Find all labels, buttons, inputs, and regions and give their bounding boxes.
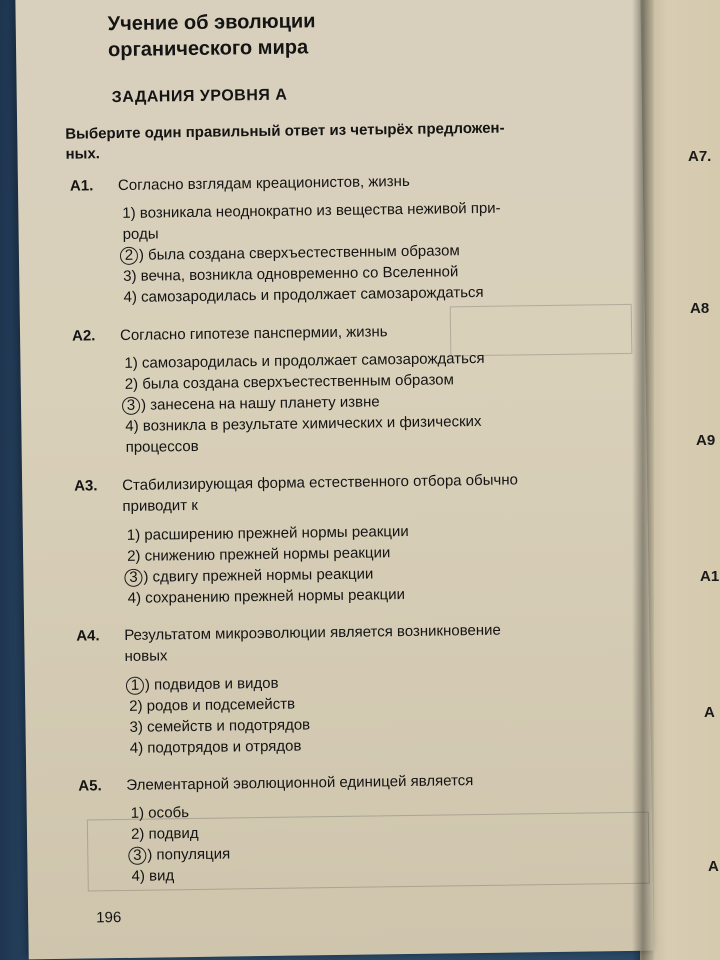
question-text: Согласно взглядам креационистов, жизнь bbox=[117, 172, 410, 194]
chapter-title-line1: Учение об эволюции bbox=[107, 10, 316, 36]
answer-option-marked: 3 ) занесена на нашу планету извне bbox=[125, 393, 380, 415]
question-number: А1. bbox=[69, 177, 94, 195]
answer-option: 4) подотрядов и отрядов bbox=[129, 737, 302, 757]
circled-answer-mark: 3 bbox=[128, 847, 146, 865]
instruction-line1: Выберите один правильный ответ из четырёх предложен- bbox=[65, 119, 505, 143]
circled-answer-mark: 2 bbox=[120, 247, 138, 265]
right-page-label: А8 bbox=[690, 300, 710, 317]
answer-option: 1) особь bbox=[130, 804, 190, 822]
right-page-label: А1 bbox=[700, 568, 720, 585]
book-spine-shadow bbox=[632, 0, 654, 960]
question-text: Стабилизирующая форма естественного отбора обычно bbox=[122, 471, 519, 494]
right-page-label: А bbox=[704, 704, 715, 721]
book-page bbox=[15, 0, 653, 959]
question-text: Согласно гипотезе панспермии, жизнь bbox=[119, 323, 388, 344]
question-text: Элементарной эволюционной единицей является bbox=[126, 772, 474, 794]
answer-option-marked: 3 ) сдвигу прежней нормы реакции bbox=[127, 565, 373, 586]
answer-option: 3) вечна, возникла одновременно со Вселенной bbox=[123, 263, 459, 285]
answer-option: 4) самозародилась и продолжает самозарождаться bbox=[123, 283, 484, 306]
level-heading: ЗАДАНИЯ УРОВНЯ А bbox=[111, 86, 288, 107]
answer-option: 1) самозародилась и продолжает самозарождаться bbox=[124, 349, 485, 372]
circled-answer-mark: 3 bbox=[124, 569, 142, 587]
answer-option: 2) родов и подсемейств bbox=[129, 695, 296, 715]
right-page-label: А bbox=[708, 858, 719, 875]
answer-option: 1) возникала неоднократно из вещества неживой при- bbox=[122, 199, 501, 222]
page-number: 196 bbox=[96, 909, 122, 927]
chapter-title-line2: органического мира bbox=[107, 36, 309, 62]
instruction-line2: ных. bbox=[65, 145, 101, 163]
question-number: А3. bbox=[74, 477, 98, 495]
right-page-label: А7. bbox=[688, 148, 712, 165]
circled-answer-mark: 1 bbox=[126, 677, 144, 695]
answer-option: процессов bbox=[125, 437, 199, 456]
answer-option: 3) семейств и подотрядов bbox=[129, 716, 311, 736]
answer-option: 4) возникла в результате химических и физических bbox=[125, 412, 482, 435]
answer-option: роды bbox=[122, 225, 159, 243]
answer-option: 2) была создана сверхъестественным образом bbox=[124, 371, 454, 393]
circled-answer-mark: 3 bbox=[122, 397, 140, 415]
question-text-cont: приводит к bbox=[122, 496, 198, 515]
question-text: Результатом микроэволюции является возникновение bbox=[124, 621, 501, 644]
question-number: А5. bbox=[78, 777, 102, 795]
answer-option-marked: 3 ) популяция bbox=[131, 845, 230, 864]
question-number: А4. bbox=[76, 627, 100, 645]
right-page-label: А9 bbox=[696, 432, 716, 449]
answer-option-marked: 2 ) была создана сверхъестественным образом bbox=[123, 242, 460, 265]
question-number: А2. bbox=[71, 327, 96, 345]
answer-option: 4) сохранению прежней нормы реакции bbox=[127, 586, 406, 607]
question-text-cont: новых bbox=[124, 647, 168, 665]
answer-option: 4) вид bbox=[131, 867, 175, 885]
answer-option: 2) подвид bbox=[130, 824, 199, 843]
answer-option: 1) расширению прежней нормы реакции bbox=[126, 522, 409, 544]
answer-option: 2) снижению прежней нормы реакции bbox=[127, 544, 391, 565]
answer-option-marked: 1 ) подвидов и видов bbox=[129, 675, 279, 695]
